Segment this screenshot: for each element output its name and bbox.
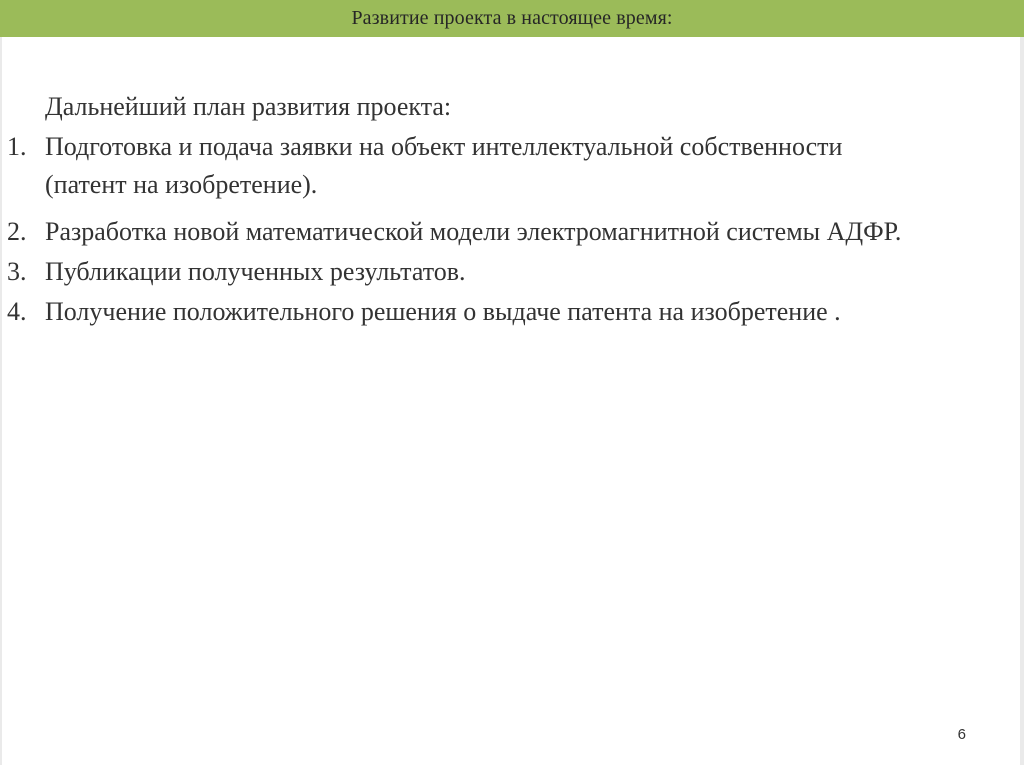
- list-number: 3.: [7, 257, 27, 286]
- list-item-text: Подготовка и подача заявки на объект интеллектуальной собственности: [45, 132, 843, 161]
- list-item: [0, 253, 1020, 291]
- list-item-text-continuation: (патент на изобретение).: [45, 170, 318, 199]
- slide-title: Развитие проекта в настоящее время:: [351, 7, 673, 29]
- list-number: 2.: [7, 217, 27, 246]
- list-item-text: Разработка новой математической модели электромагнитной системы АДФР.: [45, 217, 902, 246]
- page-number: 6: [957, 726, 966, 743]
- list-number: 4.: [7, 297, 27, 326]
- list-item: [0, 293, 1020, 331]
- list-item: [0, 213, 1020, 251]
- list-item-text: Публикации полученных результатов.: [45, 257, 466, 286]
- list-item: [0, 128, 1020, 204]
- list-item-text: Получение положительного решения о выдаче патента на изобретение .: [45, 297, 841, 326]
- right-border: [1020, 37, 1024, 765]
- plan-intro: Дальнейший план развития проекта:: [45, 92, 452, 121]
- plan-list: [0, 128, 1020, 331]
- title-bar: [0, 0, 1024, 37]
- list-number: 1.: [7, 132, 27, 161]
- slide-body: [0, 88, 1020, 331]
